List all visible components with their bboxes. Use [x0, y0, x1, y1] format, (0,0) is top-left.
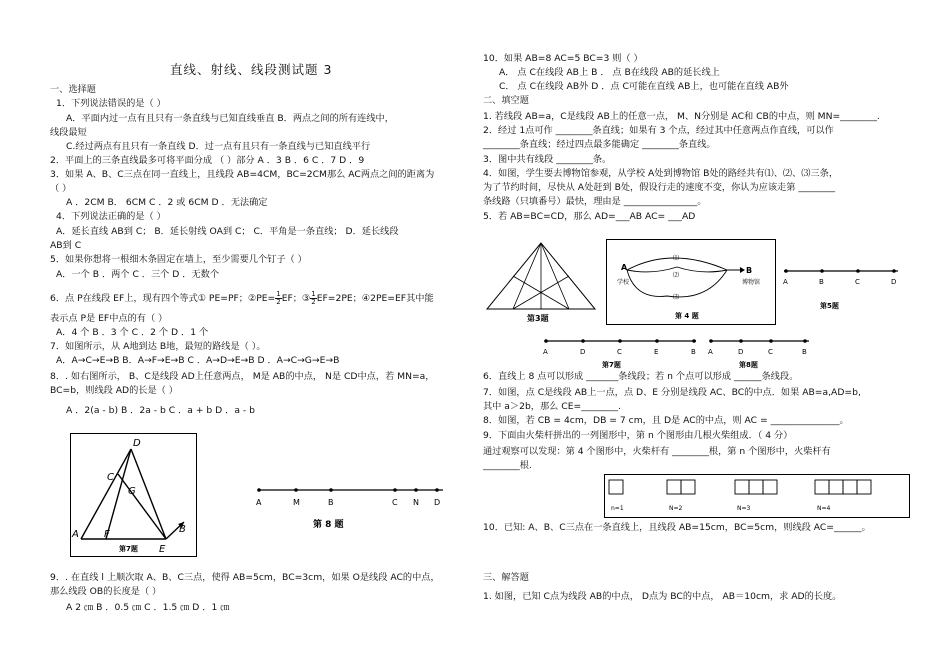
left-line-1: 1．下列说法错误的是（ ）	[56, 98, 166, 109]
match-square	[667, 480, 681, 494]
fig_r8-label-1: D	[738, 348, 744, 356]
figure-8	[241, 477, 450, 540]
match-square	[829, 480, 843, 494]
left-line-10: A．延长直线 AB到 C； B．延长射线 OA到 C； C．平角是一条直线； D．延长线段	[56, 226, 399, 237]
fig_r5-point-1	[820, 269, 824, 273]
right-line-6: ________条直线；经过四点最多能确定 ________条直线。	[483, 139, 716, 150]
fig_r5-label-1: B	[819, 278, 824, 286]
right-line-17: 通过观察可以发现：第 4 个图形中，火柴杆有 ________根，第 n 个图形中，火柴杆有	[483, 446, 831, 457]
fraction-half-1: $\frac{1}{2}$	[276, 290, 281, 306]
figure-r3-diagram	[483, 239, 600, 323]
right-line-1: A． 点 C在线段 AB上 B ． 点 B在线段 AB的延长线上	[499, 67, 720, 78]
figure-r3	[483, 239, 600, 323]
fig_r5-label-0: A	[783, 278, 788, 286]
label-b-museum: B	[746, 266, 753, 275]
fig_r8-label-3: B	[802, 348, 807, 356]
figure-8-diagram	[241, 477, 450, 540]
right-line-4: 1. 若线段 AB=a，C是线段 AB上的任意一点， M、N分别是 AC和 CB的中点，则 MN=________.	[483, 111, 880, 122]
right-line-15: 8．如图，若 CB = 4cm，DB = 7 cm，且 D是 AC的中点，则 AC = _______________。	[483, 415, 849, 426]
figure-r4-diagram	[607, 240, 775, 324]
figure-r3-caption: 第3题	[527, 314, 549, 323]
left-line-6: 3．如果 A、B、C三点在同一直线上，且线段 AB=4CM，BC=2CM那么 AC两点之间的距离为	[50, 169, 435, 180]
label-f: F	[104, 529, 110, 540]
fig_r7-label-0: A	[543, 348, 548, 356]
right-line-11: 5．若 AB=BC=CD，那么 AD=___AB AC= ___AD	[483, 211, 696, 222]
left-line-3: 线段最短	[50, 127, 87, 138]
left-line-8: A ．2CM B． 6CM C ．2 或 6CM D ．无法确定	[66, 197, 268, 208]
left-line-18: 8．. 如右图所示， B、C是线段 AD上任意两点， M是 AB的中点， N是 CD中点，若 MN=a，	[50, 371, 435, 382]
figure-7-caption: 第7题	[119, 545, 138, 553]
match-square	[763, 480, 777, 494]
match-label-3: N=4	[817, 505, 831, 512]
left-line-12: 5．如果你想将一根细木条固定在墙上，至少需要几个钉子（ ）	[50, 254, 307, 265]
left-line-17: A．A→C→E→B B．A→F→E→B C ．A→D→E→B D ．A→C→G→E→B	[56, 355, 340, 366]
left-line-21: 9．. 在直线 l 上顺次取 A、B、C三点，使得 AB=5cm，BC=3cm，如果 O是线段 AC的中点，	[50, 572, 440, 583]
label-c: C	[107, 472, 114, 483]
right-line-19: 10．已知: A、B、C三点在一条直线上，且线段 AB=15cm，BC=5cm，则线段 AC=______。	[483, 522, 871, 533]
label-a-school: A	[621, 263, 628, 272]
figure-r7-diagram	[538, 333, 713, 371]
fig8-label-2: B	[328, 498, 334, 507]
fig8-point-4	[414, 488, 418, 492]
left-line-0: 一、选择题	[50, 84, 96, 95]
fig_r8-label-0: A	[708, 348, 713, 356]
figure-r8	[705, 333, 815, 371]
figure-8-caption: 第 8 题	[313, 520, 344, 530]
fig_r7-point-3	[655, 339, 659, 343]
fig8-point-2	[329, 488, 333, 492]
match-label-2: N=3	[737, 505, 751, 512]
fig8-point-5	[435, 488, 439, 492]
match-square	[749, 480, 763, 494]
fig_r7-point-0	[544, 339, 548, 343]
match-square	[815, 480, 829, 494]
fig8-label-4: N	[413, 498, 419, 507]
figure-r5-diagram	[780, 258, 905, 313]
route-2: ⑵	[673, 272, 680, 279]
left-line-2: A．平面内过一点有且只有一条直线与已知直线垂直 B．两点之间的所有连线中，	[66, 113, 394, 124]
label-e: E	[159, 544, 166, 555]
fig8-label-1: M	[293, 498, 300, 507]
page-title: 直线、射线、线段测试题 3	[170, 62, 333, 77]
figure-r8-diagram	[705, 333, 815, 371]
figure-r5-caption: 第5题	[820, 302, 839, 310]
match-square	[735, 480, 749, 494]
figure-matchsticks	[604, 474, 910, 518]
match-label-0: n=1	[611, 505, 624, 512]
route-3: ⑶	[673, 294, 680, 301]
fig_r7-label-3: E	[654, 348, 659, 356]
right-line-13: 7．如图，点 C是线段 AB上一点，点 D、E 分别是线段 AC、BC的中点．如果 AB=a,AD=b,	[483, 387, 861, 398]
fig_r8-point-2	[769, 339, 773, 343]
match-square	[681, 480, 695, 494]
fig8-label-5: D	[434, 498, 441, 507]
right-line-8: 4．如图，学生要去博物馆参观，从学校 A处到博物馆 B处的路经共有⑴、⑵、⑶三条，	[483, 168, 839, 179]
fig_r7-point-1	[581, 339, 585, 343]
route-1: ⑴	[673, 255, 680, 262]
figure-7	[70, 433, 197, 557]
fig_r8-label-2: C	[768, 348, 773, 356]
label-g: G	[128, 486, 136, 497]
fig_r8-point-1	[739, 339, 743, 343]
fig8-label-3: C	[392, 498, 398, 507]
figure-r4	[606, 239, 776, 325]
question-6-line: 6．点 P在线段 EF上，现有四个等式① PE=PF；②PE= $\frac{1}{2}$ EF；③ $\frac{1}{2}$ EF=2PE；④2PE=EF其中能	[50, 290, 434, 306]
left-line-19: BC=b，则线段 AD的长是（ ）	[50, 385, 178, 396]
right-line-12: 6．直线上 8 点可以形成 _______条线段；若 n 个点可以形成 ______条线段。	[483, 371, 799, 382]
fraction-half-2: $\frac{1}{2}$	[311, 290, 316, 306]
fig_r7-label-2: C	[617, 348, 622, 356]
fig_r5-point-0	[784, 269, 788, 273]
figure-r7-caption: 第7题	[602, 361, 621, 369]
fig8-point-3	[393, 488, 397, 492]
right-line-5: 2．经过 1点可作 ________条直线；如果有 3 个点，经过其中任意两点作直线，可以作	[483, 125, 834, 136]
fig_r5-point-3	[892, 269, 896, 273]
label-school: 学校	[617, 279, 630, 286]
left-line-15: A．4 个 B ．3 个 C ．2 个 D ．1 个	[56, 327, 209, 338]
right-line-20: 三、解答题	[483, 572, 529, 583]
right-line-10: 条线路（只填番号）最快，理由是 ________________。	[483, 196, 707, 207]
fig_r5-point-2	[856, 269, 860, 273]
right-line-21: 1. 如图，已知 C点为线段 AB的中点， D点为 BC的中点， AB＝10cm，求 AD的长度。	[483, 591, 842, 602]
left-line-14: 表示点 P是 EF中点的有（ ）	[50, 313, 168, 324]
figure-r4-caption: 第 4 题	[675, 312, 699, 320]
right-line-0: 10．如果 AB=8 AC=5 BC=3 则（ ）	[483, 53, 643, 64]
left-line-4: C.经过两点有且只有一条直线 D．过一点有且只有一条直线与已知直线平行	[66, 141, 371, 152]
right-line-14: 其中 a＞2b，那么 CE=________.	[483, 401, 621, 412]
match-square	[857, 480, 871, 494]
left-line-9: 4．下列说法正确的是（ ）	[56, 211, 166, 222]
label-a: A	[72, 529, 79, 540]
right-line-9: 为了节约时间，尽快从 A处赶到 B处，假设行走的速度不变，你认为应该走第 ________	[483, 182, 836, 193]
left-line-7: （ ）	[50, 183, 72, 194]
fig_r5-label-3: D	[891, 278, 897, 286]
fig_r7-label-1: D	[580, 348, 586, 356]
fig_r5-label-2: C	[855, 278, 860, 286]
left-line-11: AB到 C	[50, 240, 82, 251]
left-line-5: 2．平面上的三条直线最多可将平面分成 （ ）部分 A ．3 B ．6 C ．7 D ．9	[50, 155, 365, 166]
figure-r7	[538, 333, 713, 371]
label-museum: 博物馆	[742, 279, 761, 286]
right-line-18: ________根.	[483, 460, 532, 471]
fig_r7-point-4	[692, 339, 696, 343]
figure-7-diagram	[71, 434, 196, 556]
fig8-label-0: A	[256, 498, 262, 507]
left-line-23: A 2 ㎝ B ．0.5 ㎝ C ．1.5 ㎝ D ．1 ㎝	[66, 602, 230, 613]
right-line-16: 9．下面由火柴杆拼出的一列图形中，第 n 个图形由几根火柴组成．（ 4 分）	[483, 430, 793, 441]
fig8-point-1	[294, 488, 298, 492]
fig_r8-point-3	[803, 339, 807, 343]
match-label-1: N=2	[669, 505, 683, 512]
left-line-13: A．一个 B ．两个 C ．三个 D ．无数个	[56, 269, 220, 280]
right-line-2: C． 点 C在线段 AB外 D ．点 C可能在直线 AB上，也可能在直线 AB外	[499, 81, 789, 92]
right-line-7: 3．图中共有线段 ________条。	[483, 154, 612, 165]
match-square	[609, 480, 623, 494]
matchsticks-diagram	[605, 475, 909, 517]
match-square	[843, 480, 857, 494]
fig_r7-point-2	[618, 339, 622, 343]
figure-r5	[780, 258, 905, 313]
label-b: B	[179, 524, 186, 535]
fig_r7-label-4: B	[691, 348, 696, 356]
right-line-3: 二、填空题	[483, 95, 529, 106]
figure-r8-caption: 第8题	[739, 361, 758, 369]
fig_r8-point-0	[709, 339, 713, 343]
left-line-16: 7．如图所示，从 A地到达 B地，最短的路线是（ ）。	[50, 341, 266, 352]
label-d: D	[133, 438, 141, 449]
fig8-point-0	[257, 488, 261, 492]
left-line-20: A ．2(a - b) B ．2a - b C ．a + b D ．a - b	[66, 405, 255, 416]
left-line-22: 那么线段 OB的长度是（ ）	[50, 586, 162, 597]
